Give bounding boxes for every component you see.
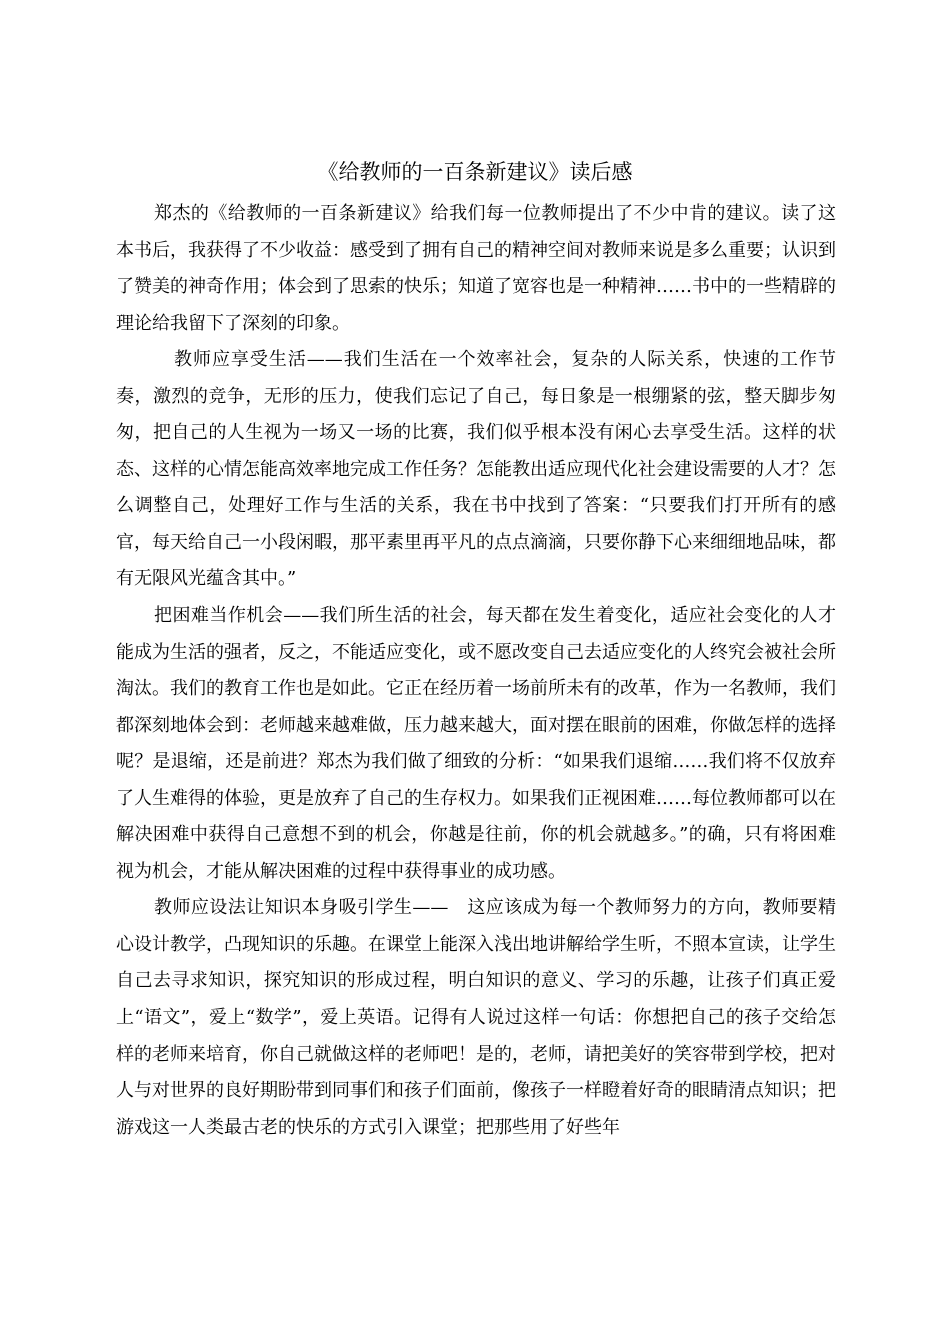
paragraph-difficulty-as-opportunity: 把困难当作机会——我们所生活的社会，每天都在发生着变化，适应社会变化的人才能成为生活的强者，反之，不能适应变化，或不愿改变自己去适应变化的人终究会被社会所淘汰。我们的教育工作也是如此。它正在经历着一场前所未有的改革，作为一名教师，我们都深刻地体会到：老师越来越难做，压力越来越大，面对摆在眼前的困难，你做怎样的选择呢？是退缩，还是前进？郑杰为我们做了细致的分析：“如果我们退缩……我们将不仅放弃了人生难得的体验，更是放弃了自己的生存权力。如果我们正视困难……每位教师都可以在解决困难中获得自己意想不到的机会，你越是往前，你的机会就越多。”的确，只有将困难视为机会，才能从解决困难的过程中获得事业的成功感。 — [116, 605, 836, 882]
document-title: 《给教师的一百条新建议》读后感 — [317, 160, 633, 184]
document-body — [116, 196, 836, 1146]
paragraph-intro: 郑杰的《给教师的一百条新建议》给我们每一位教师提出了不少中肯的建议。读了这本书后，我获得了不少收益：感受到了拥有自己的精神空间对教师来说是多么重要；认识到了赞美的神奇作用；体会到了思索的快乐；知道了宽容也是一种精神……书中的一些精辟的理论给我留下了深刻的印象。 — [116, 203, 836, 334]
paragraph-enjoy-life: 教师应享受生活——我们生活在一个效率社会，复杂的人际关系，快速的工作节奏，激烈的竞争，无形的压力，使我们忘记了自己，每日象是一根绷紧的弦，整天脚步匆匆，把自己的人生视为一场又一场的比赛，我们似乎根本没有闲心去享受生活。这样的状态、这样的心情怎能高效率地完成工作任务？怎能教出适应现代化社会建设需要的人才？怎么调整自己，处理好工作与生活的关系，我在书中找到了答案：“只要我们打开所有的感官，每天给自己一小段闲暇，那平素里再平凡的点点滴滴，只要你静下心来细细地品味，都有无限风光蕴含其中。” — [116, 349, 836, 590]
paragraph-knowledge-attracts-students: 教师应设法让知识本身吸引学生—— 这应该成为每一个教师努力的方向，教师要精心设计教学，凸现知识的乐趣。在课堂上能深入浅出地讲解给学生听，不照本宣读，让学生自己去寻求知识，探究知识的形成过程，明白知识的意义、学习的乐趣，让孩子们真正爱上“语文”，爱上“数学”，爱上英语。记得有人说过这样一句话：你想把自己的孩子交给怎样的老师来培育，你自己就做这样的老师吧！是的，老师，请把美好的笑容带到学校，把对人与对世界的良好期盼带到同事们和孩子们面前，像孩子一样瞪着好奇的眼睛清点知识；把游戏这一人类最古老的快乐的方式引入课堂；把那些用了好些年 — [116, 897, 836, 1138]
